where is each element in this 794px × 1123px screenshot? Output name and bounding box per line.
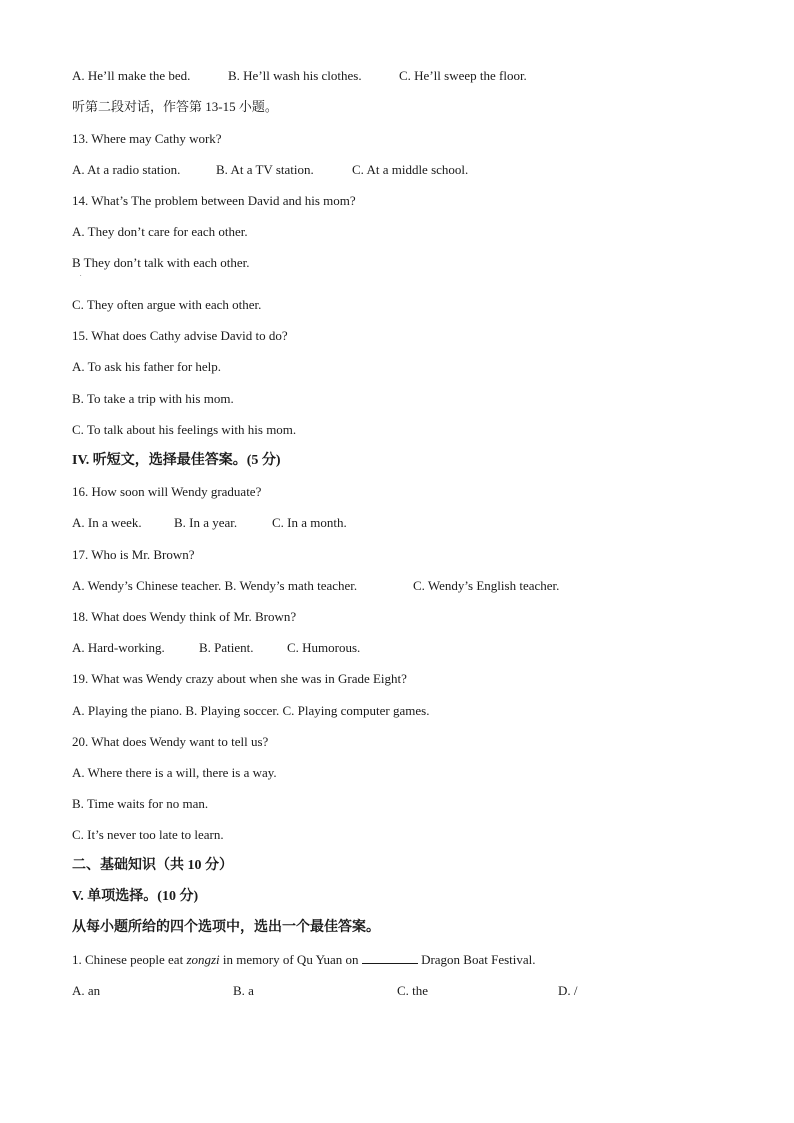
- q17-option-c: C. Wendy’s English teacher.: [413, 578, 560, 593]
- mc1-option-c: C. the: [397, 983, 429, 998]
- q16-option-a: A. In a week.: [72, 515, 142, 530]
- q12-option-c: C. He’ll sweep the floor.: [399, 68, 527, 83]
- mc1-question: [72, 952, 536, 968]
- q18-option-c: C. Humorous.: [287, 640, 361, 655]
- mc1-option-d: D. /: [558, 983, 578, 998]
- instruction-text: 从每小题所给的四个选项中，选出一个最佳答案。: [72, 920, 380, 935]
- q14-question: 14. What’s The problem between David and his mom?: [72, 193, 356, 208]
- mc1-option-a: A. an: [72, 983, 101, 998]
- q17-options: [72, 578, 560, 594]
- q12-options: [72, 68, 527, 84]
- q18-question: 18. What does Wendy think of Mr. Brown?: [72, 609, 297, 624]
- q19-options: A. Playing the piano. B. Playing soccer. C. Playing computer games.: [72, 703, 430, 718]
- q15-option-b: B. To take a trip with his mom.: [72, 391, 234, 406]
- q18-options: [72, 640, 361, 656]
- mc1-term: zongzi: [186, 952, 220, 967]
- q13-option-a: A. At a radio station.: [72, 162, 181, 177]
- q20-option-a: A. Where there is a will, there is a way.: [72, 765, 277, 780]
- part-2-heading: 二、基础知识（共 10 分）: [72, 858, 233, 873]
- section-dialog-2-heading: 听第二段对话，作答第 13-15 小题。: [72, 99, 278, 114]
- mc1-text-before: 1. Chinese people eat: [72, 952, 187, 967]
- answer-blank: [362, 952, 418, 964]
- q12-option-a: A. He’ll make the bed.: [72, 68, 191, 83]
- q15-option-c: C. To talk about his feelings with his mom.: [72, 422, 297, 437]
- q16-option-c: C. In a month.: [272, 515, 347, 530]
- q15-question: 15. What does Cathy advise David to do?: [72, 328, 288, 343]
- q13-option-b: B. At a TV station.: [216, 162, 314, 177]
- section-iv-heading: IV. 听短文，选择最佳答案。(5 分): [72, 453, 281, 468]
- q14-option-c: C. They often argue with each other.: [72, 297, 262, 312]
- stray-dot: .: [80, 272, 82, 278]
- section-v-heading: V. 单项选择。(10 分): [72, 889, 199, 904]
- q20-option-c: C. It’s never too late to learn.: [72, 827, 224, 842]
- q18-option-b: B. Patient.: [199, 640, 254, 655]
- q15-option-a: A. To ask his father for help.: [72, 359, 222, 374]
- q17-option-ab: A. Wendy’s Chinese teacher. B. Wendy’s math teacher.: [72, 578, 358, 593]
- q20-option-b: B. Time waits for no man.: [72, 796, 209, 811]
- q20-question: 20. What does Wendy want to tell us?: [72, 734, 269, 749]
- q16-options: [72, 515, 347, 531]
- q16-question: 16. How soon will Wendy graduate?: [72, 484, 262, 499]
- q12-option-b: B. He’ll wash his clothes.: [228, 68, 362, 83]
- mc1-text-middle: in memory of Qu Yuan on: [219, 952, 362, 967]
- q13-options: [72, 162, 469, 178]
- q14-option-a: A. They don’t care for each other.: [72, 224, 248, 239]
- q13-option-c: C. At a middle school.: [352, 162, 469, 177]
- q16-option-b: B. In a year.: [174, 515, 238, 530]
- q19-question: 19. What was Wendy crazy about when she was in Grade Eight?: [72, 671, 407, 686]
- q13-question: 13. Where may Cathy work?: [72, 131, 222, 146]
- q14-option-b: B They don’t talk with each other.: [72, 255, 250, 270]
- q18-option-a: A. Hard-working.: [72, 640, 165, 655]
- mc1-options: [72, 983, 578, 999]
- mc1-text-after: Dragon Boat Festival.: [417, 952, 536, 967]
- mc1-option-b: B. a: [233, 983, 254, 998]
- q17-question: 17. Who is Mr. Brown?: [72, 547, 195, 562]
